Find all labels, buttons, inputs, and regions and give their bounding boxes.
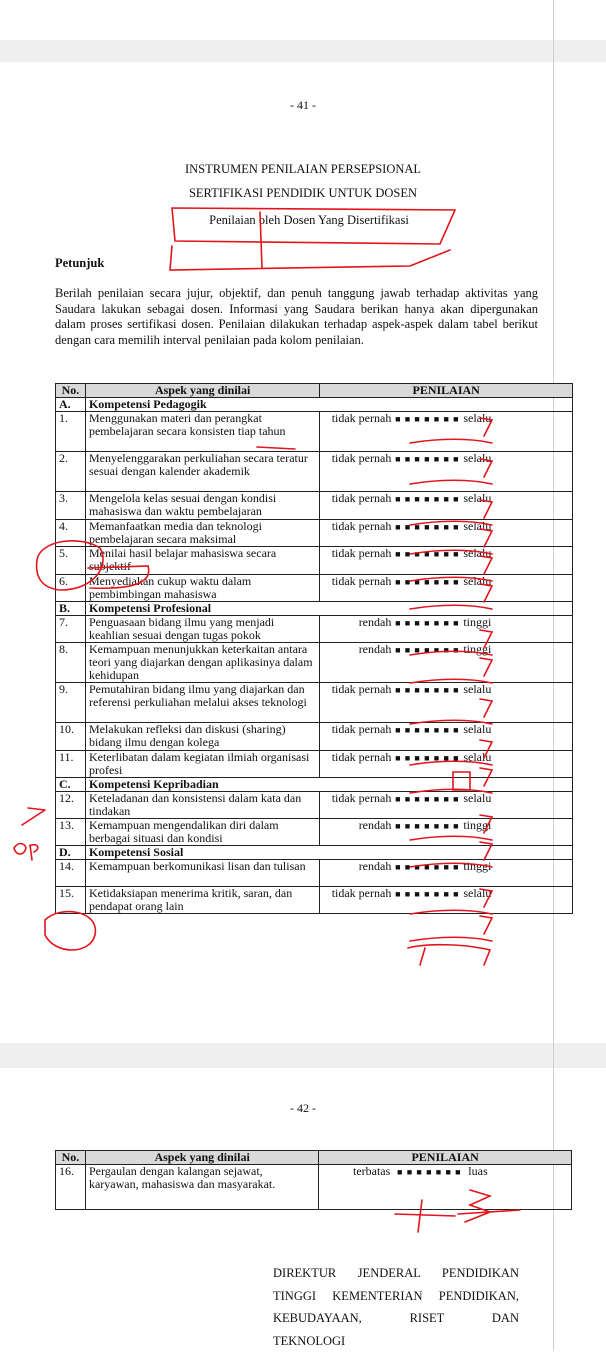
rating-scale[interactable] bbox=[320, 412, 573, 452]
scale-high-label: selalu bbox=[463, 411, 492, 425]
rating-scale[interactable] bbox=[320, 860, 573, 887]
scale-high-label: selalu bbox=[463, 519, 492, 533]
scale-boxes[interactable]: ■ ■ ■ ■ ■ ■ ■ bbox=[395, 618, 460, 628]
scale-high-label: selalu bbox=[463, 491, 492, 505]
section-name: Kompetensi Kepribadian bbox=[85, 778, 572, 792]
scale-low-label: tidak pernah bbox=[331, 411, 392, 425]
scale-low-label: rendah bbox=[358, 642, 392, 656]
table-row bbox=[56, 860, 573, 887]
rating-scale[interactable] bbox=[320, 575, 573, 602]
doc-title: INSTRUMEN PENILAIAN PERSEPSIONAL bbox=[184, 162, 422, 176]
scale-high-label: selalu bbox=[463, 750, 492, 764]
rating-scale[interactable] bbox=[320, 452, 573, 492]
doc-subtitle: SERTIFIKASI PENDIDIK UNTUK DOSEN bbox=[188, 186, 418, 200]
item-text: Keterlibatan dalam kegiatan ilmiah organisasi profesi bbox=[85, 751, 319, 778]
scale-high-label: selalu bbox=[463, 451, 492, 465]
item-no: 15. bbox=[56, 887, 86, 914]
page-gap-2 bbox=[0, 1043, 606, 1068]
signature-line: DIREKTUR JENDERAL PENDIDIKAN bbox=[273, 1266, 519, 1280]
scale-high-label: selalu bbox=[463, 682, 492, 696]
rating-scale[interactable] bbox=[320, 792, 573, 819]
rating-scale[interactable] bbox=[320, 887, 573, 914]
item-no: 5. bbox=[56, 547, 86, 575]
item-text: Kemampuan mengendalikan diri dalam berbagai situasi dan kondisi bbox=[85, 819, 319, 846]
petunjuk-heading: Petunjuk bbox=[55, 256, 105, 270]
section-name: Kompetensi Sosial bbox=[85, 846, 572, 860]
scale-low-label: tidak pernah bbox=[331, 519, 392, 533]
item-no: 11. bbox=[56, 751, 86, 778]
scale-low-label: rendah bbox=[358, 818, 392, 832]
scale-boxes[interactable]: ■ ■ ■ ■ ■ ■ ■ bbox=[395, 522, 460, 532]
item-no: 3. bbox=[56, 492, 86, 520]
rating-scale[interactable] bbox=[320, 751, 573, 778]
item-text: Penguasaan bidang ilmu yang menjadi keahlian sesuai dengan tugas pokok bbox=[85, 616, 319, 643]
scale-boxes[interactable]: ■ ■ ■ ■ ■ ■ ■ bbox=[395, 862, 460, 872]
scale-low-label: tidak pernah bbox=[331, 491, 392, 505]
scale-low-label: tidak pernah bbox=[331, 750, 392, 764]
scale-boxes[interactable]: ■ ■ ■ ■ ■ ■ ■ bbox=[395, 794, 460, 804]
item-no: 1. bbox=[56, 412, 86, 452]
table-row bbox=[56, 492, 573, 520]
section-name: Kompetensi Profesional bbox=[85, 602, 572, 616]
table-row bbox=[56, 520, 573, 547]
scale-high-label: selalu bbox=[463, 546, 492, 560]
header-no: No. bbox=[56, 384, 86, 398]
item-text: Pergaulan dengan kalangan sejawat, karyawan, mahasiswa dan masyarakat. bbox=[85, 1165, 318, 1210]
item-no: 13. bbox=[56, 819, 86, 846]
item-text: Menyelenggarakan perkuliahan secara teratur sesuai dengan kalender akademik bbox=[85, 452, 319, 492]
item-no: 4. bbox=[56, 520, 86, 547]
scale-low-label: tidak pernah bbox=[331, 886, 392, 900]
table-row bbox=[56, 575, 573, 602]
section-row bbox=[56, 398, 573, 412]
item-text: Keteladanan dan konsistensi dalam kata dan tindakan bbox=[85, 792, 319, 819]
table-row bbox=[56, 819, 573, 846]
rating-scale[interactable] bbox=[320, 643, 573, 683]
rating-scale[interactable] bbox=[320, 683, 573, 723]
scale-boxes[interactable]: ■ ■ ■ ■ ■ ■ ■ bbox=[395, 645, 460, 655]
item-no: 16. bbox=[56, 1165, 86, 1210]
assessor-line: Penilaian oleh Dosen Yang Disertifikasi bbox=[209, 213, 409, 227]
scale-boxes[interactable]: ■ ■ ■ ■ ■ ■ ■ bbox=[395, 494, 460, 504]
section-row bbox=[56, 602, 573, 616]
table-row bbox=[56, 723, 573, 751]
item-no: 6. bbox=[56, 575, 86, 602]
scale-high-label: tinggi bbox=[463, 642, 492, 656]
item-no: 10. bbox=[56, 723, 86, 751]
rating-scale[interactable] bbox=[320, 492, 573, 520]
rating-mark bbox=[410, 916, 492, 941]
signature-line: TINGGI KEMENTERIAN PENDIDIKAN, bbox=[273, 1288, 519, 1303]
item-text: Kemampuan menunjukkan keterkaitan antara teori yang diajarkan dengan aplikasinya dalam kehidupan bbox=[85, 643, 319, 683]
item-no: 9. bbox=[56, 683, 86, 723]
page-number: - 41 - bbox=[290, 98, 316, 112]
rating-scale[interactable] bbox=[320, 723, 573, 751]
header-no: No. bbox=[56, 1151, 86, 1165]
item-text: Menyediakan cukup waktu dalam pembimbingan mahasiswa bbox=[85, 575, 319, 602]
table-row bbox=[56, 792, 573, 819]
instructions: Berilah penilaian secara jujur, objektif, dan penuh tanggung jawab terhadap aktivitas yang Saudara lakukan sebagai dosen. Informasi yang Saudara berikan hanya akan dipergunakan dalam proses sertifikasi dosen. Penilaian dilakukan terhadap aspek-aspek dalam tabel berikut dengan cara memilih interval penilaian pada kolom penilaian. bbox=[55, 286, 538, 347]
item-text: Menggunakan materi dan perangkat pembelajaran secara konsisten tiap tahun bbox=[85, 412, 319, 452]
scale-high-label: tinggi bbox=[463, 818, 492, 832]
scale-low-label: tidak pernah bbox=[331, 574, 392, 588]
page-number-2: - 42 - bbox=[290, 1101, 316, 1115]
scale-boxes[interactable]: ■ ■ ■ ■ ■ ■ ■ bbox=[395, 414, 460, 424]
side-arrow bbox=[22, 808, 45, 825]
header-aspek: Aspek yang dinilai bbox=[85, 1151, 318, 1165]
item-no: 2. bbox=[56, 452, 86, 492]
scale-high-label: luas bbox=[468, 1164, 488, 1178]
circle-item-15 bbox=[45, 912, 95, 950]
scale-high-label: tinggi bbox=[463, 615, 492, 629]
scale-boxes[interactable]: ■ ■ ■ ■ ■ ■ ■ bbox=[395, 889, 460, 899]
table-row bbox=[56, 887, 573, 914]
section-code: C. bbox=[56, 778, 86, 792]
table-row bbox=[56, 683, 573, 723]
scale-boxes[interactable]: ■ ■ ■ ■ ■ ■ ■ bbox=[397, 1167, 462, 1177]
scale-boxes[interactable]: ■ ■ ■ ■ ■ ■ ■ bbox=[395, 753, 460, 763]
section-row bbox=[56, 778, 573, 792]
scale-low-label: rendah bbox=[358, 859, 392, 873]
scale-low-label: tidak pernah bbox=[331, 791, 392, 805]
scale-low-label: tidak pernah bbox=[331, 722, 392, 736]
scale-high-label: tinggi bbox=[463, 859, 492, 873]
section-code: B. bbox=[56, 602, 86, 616]
item-text: Memanfaatkan media dan teknologi pembelajaran secara maksimal bbox=[85, 520, 319, 547]
scale-boxes[interactable]: ■ ■ ■ ■ ■ ■ ■ bbox=[395, 577, 460, 587]
table-row bbox=[56, 1165, 572, 1210]
item-no: 7. bbox=[56, 616, 86, 643]
section-code: A. bbox=[56, 398, 86, 412]
scale-low-label: rendah bbox=[358, 615, 392, 629]
top-band bbox=[0, 0, 606, 40]
scale-high-label: selalu bbox=[463, 886, 492, 900]
item-text: Melakukan refleksi dan diskusi (sharing) bidang ilmu dengan kolega bbox=[85, 723, 319, 751]
table-row bbox=[56, 452, 573, 492]
table-header bbox=[56, 384, 573, 398]
table-row bbox=[56, 751, 573, 778]
table-header bbox=[56, 1151, 572, 1165]
section-row bbox=[56, 846, 573, 860]
scale-high-label: selalu bbox=[463, 574, 492, 588]
scale-boxes[interactable]: ■ ■ ■ ■ ■ ■ ■ bbox=[395, 725, 460, 735]
item-text: Pemutahiran bidang ilmu yang diajarkan dan referensi perkuliahan melalui akses teknologi bbox=[85, 683, 319, 723]
signature-block bbox=[273, 1262, 519, 1353]
scale-high-label: selalu bbox=[463, 722, 492, 736]
scale-low-label: tidak pernah bbox=[331, 451, 392, 465]
signature-line: TEKNOLOGI bbox=[273, 1334, 346, 1349]
scale-boxes[interactable]: ■ ■ ■ ■ ■ ■ ■ bbox=[395, 685, 460, 695]
item-no: 12. bbox=[56, 792, 86, 819]
header-penilaian: PENILAIAN bbox=[320, 384, 573, 398]
section-code: D. bbox=[56, 846, 86, 860]
table-row bbox=[56, 616, 573, 643]
header-aspek: Aspek yang dinilai bbox=[85, 384, 319, 398]
rating-scale[interactable] bbox=[320, 819, 573, 846]
section-name: Kompetensi Pedagogik bbox=[85, 398, 572, 412]
rating-scale[interactable] bbox=[320, 547, 573, 575]
scale-low-label: tidak pernah bbox=[331, 546, 392, 560]
item-no: 8. bbox=[56, 643, 86, 683]
rating-scale[interactable] bbox=[319, 1165, 572, 1210]
item-no: 14. bbox=[56, 860, 86, 887]
header-penilaian: PENILAIAN bbox=[319, 1151, 572, 1165]
scale-boxes[interactable]: ■ ■ ■ ■ ■ ■ ■ bbox=[395, 821, 460, 831]
item-text: Menilai hasil belajar mahasiswa secara subjektif bbox=[85, 547, 319, 575]
rating-table bbox=[55, 383, 573, 914]
scale-low-label: tidak pernah bbox=[331, 682, 392, 696]
scrawl-op bbox=[14, 844, 38, 861]
rating-scale[interactable] bbox=[320, 520, 573, 547]
scale-high-label: selalu bbox=[463, 791, 492, 805]
page-gap bbox=[0, 40, 606, 62]
item-text: Kemampuan berkomunikasi lisan dan tulisan bbox=[85, 860, 319, 887]
bottom-mark-15 bbox=[408, 945, 490, 965]
rating-scale[interactable] bbox=[320, 616, 573, 643]
scale-boxes[interactable]: ■ ■ ■ ■ ■ ■ ■ bbox=[395, 454, 460, 464]
item-text: Mengelola kelas sesuai dengan kondisi mahasiswa dan waktu pembelajaran bbox=[85, 492, 319, 520]
table-row bbox=[56, 412, 573, 452]
scale-low-label: terbatas bbox=[352, 1164, 391, 1178]
rating-table-2 bbox=[55, 1150, 572, 1210]
table-row bbox=[56, 547, 573, 575]
item-text: Ketidaksiapan menerima kritik, saran, dan pendapat orang lain bbox=[85, 887, 319, 914]
table-row bbox=[56, 643, 573, 683]
signature-line: KEBUDAYAAN, RISET DAN bbox=[273, 1311, 519, 1326]
scale-boxes[interactable]: ■ ■ ■ ■ ■ ■ ■ bbox=[395, 549, 460, 559]
